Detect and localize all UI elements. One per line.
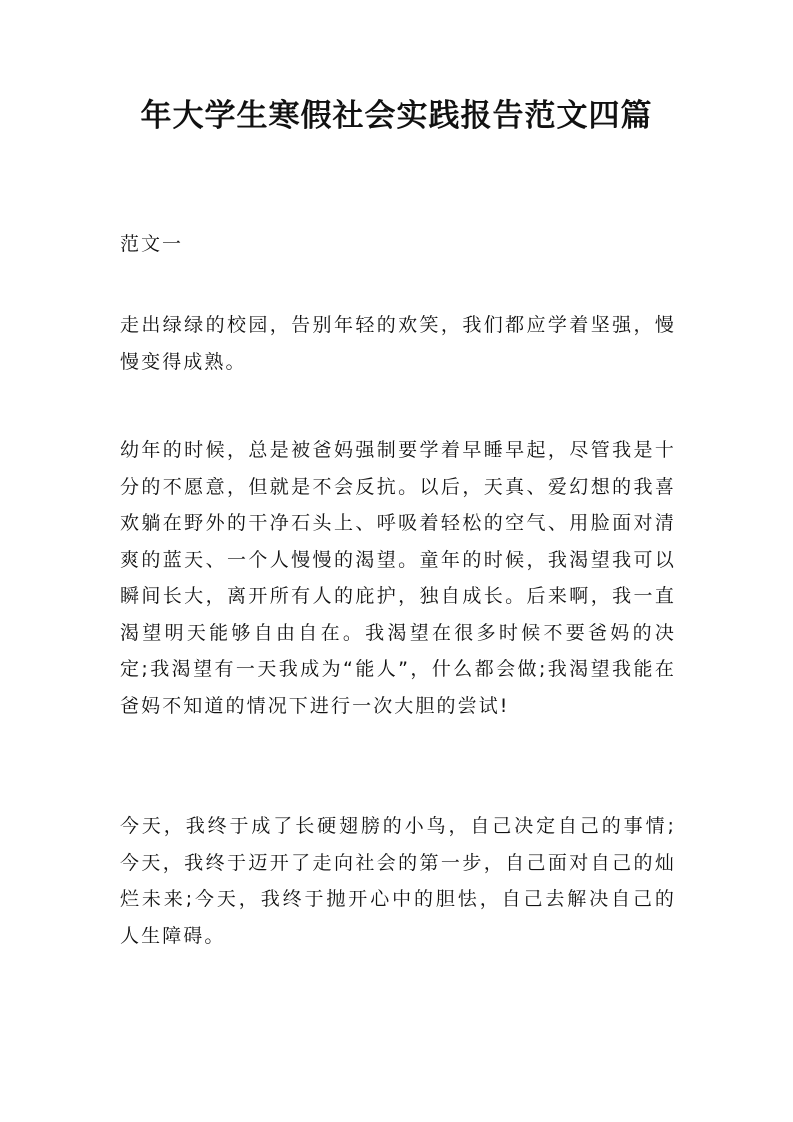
section-heading: 范文一	[120, 233, 184, 255]
document-title: 年大学生寒假社会实践报告范文四篇	[140, 98, 653, 134]
paragraph-2: 幼年的时候，总是被爸妈强制要学着早睡早起，尽管我是十分的不愿意，但就是不会反抗。以后，天真、爱幻想的我喜欢躺在野外的干净石头上、呼吸着轻松的空气、用脸面对清爽的蓝天、一个人慢慢的渴望。童年的时候，我渴望我可以瞬间长大，离开所有人的庇护，独自成长。后来啊，我一直渴望明天能够自由自在。我渴望在很多时候不要爸妈的决定;我渴望有一天我成为“能人”，什么都会做;我渴望我能在爸妈不知道的情况下进行一次大胆的尝试!	[120, 439, 676, 717]
paragraph-3: 今天，我终于成了长硬翅膀的小鸟，自己决定自己的事情;今天，我终于迈开了走向社会的第一步，自己面对自己的灿烂未来;今天，我终于抛开心中的胆怯，自己去解决自己的人生障碍。	[120, 815, 676, 947]
paragraph-1: 走出绿绿的校园，告别年轻的欢笑，我们都应学着坚强，慢慢变得成熟。	[120, 314, 676, 373]
